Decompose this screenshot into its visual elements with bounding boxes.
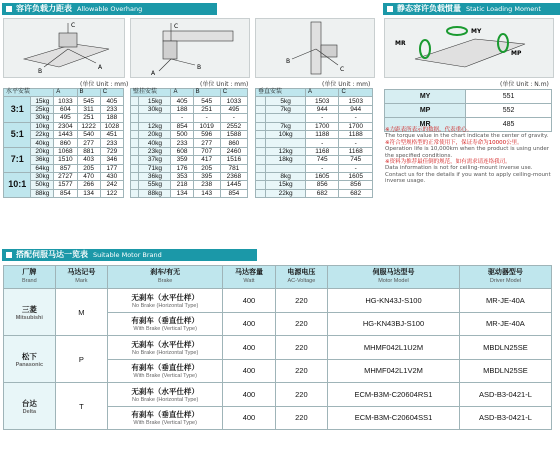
table-row (256, 105, 373, 113)
table-cell: 30kg (31, 172, 54, 180)
table-row (256, 156, 373, 164)
table-header: 伺服马达型号 Motor Model (328, 266, 460, 289)
table-header: A (171, 89, 193, 97)
table-cell: - (339, 114, 373, 122)
table-header: C (220, 89, 247, 97)
table-cell: MHMF042L1V2M (328, 359, 460, 383)
table-header: A (54, 89, 77, 97)
table-cell (256, 181, 266, 189)
table-cell: 1700 (339, 122, 373, 130)
table-cell: 857 (54, 164, 77, 172)
svg-text:B: B (38, 68, 43, 75)
table-row (131, 97, 248, 105)
vertical-diagram (255, 18, 375, 78)
table-cell: 551 (466, 90, 552, 104)
svg-text:MY: MY (471, 28, 482, 35)
table-cell: 1445 (220, 181, 247, 189)
svg-text:MP: MP (511, 50, 522, 57)
table-cell: MBDLN25SE (459, 359, 551, 383)
table-cell: 134 (77, 189, 100, 197)
vertical-table (255, 88, 373, 198)
table-cell: 266 (77, 181, 100, 189)
table-cell: 18kg (266, 156, 306, 164)
table-cell (266, 139, 306, 147)
table-cell: 1577 (54, 181, 77, 189)
table-header: MP (385, 104, 466, 118)
table-cell: 36kg (139, 172, 171, 180)
table-cell (256, 97, 266, 105)
table-cell: 134 (171, 189, 193, 197)
table-cell: 2368 (220, 172, 247, 180)
table-cell: 5kg (266, 97, 306, 105)
table-cell: 1503 (305, 97, 339, 105)
table-cell: 707 (193, 147, 220, 155)
table-cell (256, 114, 266, 122)
table-cell: 233 (171, 139, 193, 147)
table-cell: 781 (220, 164, 247, 172)
table-cell: 36kg (31, 156, 54, 164)
table-cell: 395 (193, 172, 220, 180)
table-cell (266, 114, 306, 122)
table-row (256, 97, 373, 105)
table-cell: 608 (171, 147, 193, 155)
table-cell: 3:1 (4, 97, 31, 122)
table-cell: 20kg (139, 130, 171, 138)
table-row (131, 122, 248, 130)
table-cell: 1605 (305, 172, 339, 180)
table-cell: 55kg (139, 181, 171, 189)
table-cell (131, 105, 139, 113)
table-cell: 400 (223, 289, 275, 313)
table-cell: 1019 (193, 122, 220, 130)
table-cell (131, 130, 139, 138)
table-cell: ECM-B3M-C20604SS1 (328, 406, 460, 430)
table-cell: 1605 (339, 172, 373, 180)
table-cell: 1033 (220, 97, 247, 105)
table-header: 厂牌 Brand (4, 266, 56, 289)
table-cell: 23kg (139, 147, 171, 155)
svg-text:C: C (71, 22, 76, 29)
table-cell: 220 (275, 359, 327, 383)
table-row (256, 181, 373, 189)
table-cell: 238 (193, 181, 220, 189)
svg-text:B: B (286, 58, 291, 65)
table-cell: MHMF042L1U2M (328, 336, 460, 360)
table-cell: 188 (171, 105, 193, 113)
table-cell: 1068 (54, 147, 77, 155)
svg-text:B: B (197, 64, 202, 71)
table-header: MY (385, 90, 466, 104)
table-cell: 495 (220, 105, 247, 113)
table-cell: 1188 (305, 130, 339, 138)
table-cell: MR-JE-40A (459, 289, 551, 313)
table-cell: MBDLN25SE (459, 336, 551, 360)
table-cell: 7kg (266, 122, 306, 130)
table-cell: 64kg (31, 164, 54, 172)
table-cell: 15kg (266, 181, 306, 189)
table-header: 电源电压 AC-Voltage (275, 266, 327, 289)
table-row (4, 172, 124, 180)
table-cell: HG-KN43BJ-S100 (328, 312, 460, 336)
table-cell: 12kg (266, 147, 306, 155)
table-cell: 88kg (31, 189, 54, 197)
table-cell: 2552 (220, 122, 247, 130)
table-cell: 220 (275, 406, 327, 430)
table-cell: 500 (171, 130, 193, 138)
brake-cell: 无刹车（水平仕样） No Brake (Horizontal Type) (108, 336, 223, 360)
table-cell: - (305, 114, 339, 122)
table-cell: 470 (77, 172, 100, 180)
table-cell: 220 (275, 289, 327, 313)
table-cell: 745 (305, 156, 339, 164)
table-header: A (305, 89, 339, 97)
moment-table (384, 89, 552, 132)
table-cell: 860 (220, 139, 247, 147)
brake-cell: 无刹车（水平仕样） No Brake (Horizontal Type) (108, 383, 223, 407)
table-cell: 1188 (339, 130, 373, 138)
table-cell: 2304 (54, 122, 77, 130)
table-row (131, 139, 248, 147)
table-cell (256, 105, 266, 113)
brand-cell: 松下 Panasonic (4, 336, 56, 383)
table-row (131, 130, 248, 138)
table-cell: 405 (100, 97, 123, 105)
table-row (256, 130, 373, 138)
table-cell: 451 (100, 130, 123, 138)
table-cell: 596 (193, 130, 220, 138)
table-cell (256, 189, 266, 197)
table-cell: 10:1 (4, 172, 31, 197)
table-cell: 220 (275, 312, 327, 336)
table-header: B (193, 89, 220, 97)
table-cell (256, 130, 266, 138)
table-cell: MR-JE-40A (459, 312, 551, 336)
table-cell: 277 (193, 139, 220, 147)
table-header: 垂直安装 (256, 89, 306, 97)
table-cell: 856 (305, 181, 339, 189)
table-row (131, 164, 248, 172)
table-cell: ASD-B3-0421-L (459, 383, 551, 407)
table-cell: - (339, 139, 373, 147)
table-cell: 220 (275, 383, 327, 407)
wall-table (130, 88, 248, 198)
table-row (131, 105, 248, 113)
brake-cell: 有刹车（垂直仕样） With Brake (Vertical Type) (108, 359, 223, 383)
overhang-title: 容许负载力距表 Allowable Overhang (2, 3, 217, 15)
table-cell: 545 (77, 97, 100, 105)
table-row (131, 114, 248, 122)
unit-label: (单位 Unit : mm) (322, 81, 371, 88)
table-header: 水平安装 (4, 89, 54, 97)
table-cell (131, 181, 139, 189)
table-cell: 1168 (339, 147, 373, 155)
table-cell: T (55, 383, 107, 430)
table-cell: 400 (223, 359, 275, 383)
table-row (4, 97, 124, 105)
table-cell: 552 (466, 104, 552, 118)
unit-label: (单位 Unit : mm) (200, 81, 249, 88)
table-cell: 40kg (139, 139, 171, 147)
svg-text:MR: MR (395, 40, 406, 47)
table-cell: 22kg (266, 189, 306, 197)
notes: ※力距表所表示的数据，代表重心。 The torque value in the chart indicate the center of gravity. ※符合型规格型的正常使用下，保证寿命为10000公里。 Operation life is 10,000km when the product is using under the specified conditions. ※资料为推荐最佳倒的规范，如有需求请连络我司。 Data information is not for ceiling-mount inverse use. Contact us for the details if you want to apply ceiling-mount inverse usage. (385, 127, 551, 185)
table-cell: 1700 (305, 122, 339, 130)
table-cell: 7kg (266, 105, 306, 113)
table-cell: 122 (100, 189, 123, 197)
table-cell (131, 147, 139, 155)
table-cell: 400 (223, 312, 275, 336)
table-header: MR (385, 118, 466, 132)
table-cell: 485 (466, 118, 552, 132)
table-cell: 405 (171, 97, 193, 105)
table-cell: 30kg (139, 105, 171, 113)
table-cell: 682 (305, 189, 339, 197)
unit-label: (单位 Unit : mm) (80, 81, 129, 88)
motor-table (3, 265, 552, 430)
table-cell: 277 (77, 139, 100, 147)
table-cell (256, 139, 266, 147)
table-cell: 944 (305, 105, 339, 113)
table-cell: 251 (77, 114, 100, 122)
table-cell: 311 (77, 105, 100, 113)
table-cell (256, 156, 266, 164)
table-cell (266, 164, 306, 172)
table-cell: 2727 (54, 172, 77, 180)
brake-cell: 有刹车（垂直仕样） With Brake (Vertical Type) (108, 406, 223, 430)
table-row (4, 122, 124, 130)
table-cell: 540 (77, 130, 100, 138)
table-cell: 856 (339, 181, 373, 189)
table-cell: 1222 (77, 122, 100, 130)
table-cell: 22kg (31, 130, 54, 138)
table-cell: ASD-B3-0421-L (459, 406, 551, 430)
table-cell: 233 (100, 139, 123, 147)
table-cell: 88kg (139, 189, 171, 197)
table-cell: 177 (100, 164, 123, 172)
table-cell: 251 (193, 105, 220, 113)
table-cell: - (305, 164, 339, 172)
table-cell (131, 164, 139, 172)
table-cell: 15kg (139, 97, 171, 105)
table-header: 壁挂安装 (131, 89, 171, 97)
table-cell: 854 (220, 189, 247, 197)
table-cell: 25kg (31, 105, 54, 113)
table-cell: 400 (223, 383, 275, 407)
table-cell: 10kg (266, 130, 306, 138)
table-cell (131, 156, 139, 164)
table-row (4, 289, 552, 313)
svg-text:C: C (174, 23, 179, 30)
table-cell: 2460 (220, 147, 247, 155)
table-row (4, 383, 552, 407)
table-cell: 242 (100, 181, 123, 189)
table-cell: 1033 (54, 97, 77, 105)
brand-cell: 台达 Delta (4, 383, 56, 430)
table-cell: 218 (171, 181, 193, 189)
table-row (256, 139, 373, 147)
table-cell: 359 (171, 156, 193, 164)
table-cell (256, 122, 266, 130)
table-cell (139, 114, 171, 122)
table-cell (131, 172, 139, 180)
table-cell: 400 (223, 336, 275, 360)
table-cell: 10kg (31, 122, 54, 130)
table-cell: 729 (100, 147, 123, 155)
table-row (256, 147, 373, 155)
table-cell: 71kg (139, 164, 171, 172)
table-row (256, 114, 373, 122)
table-row (4, 147, 124, 155)
table-cell: 205 (77, 164, 100, 172)
table-header: 马达容量 Watt (223, 266, 275, 289)
table-cell: - (193, 114, 220, 122)
table-header: B (77, 89, 100, 97)
wall-diagram (130, 18, 250, 78)
table-header: 刹车/有无 Brake (108, 266, 223, 289)
table-cell (256, 164, 266, 172)
table-cell: 403 (77, 156, 100, 164)
table-header: 驱动器型号 Driver Model (459, 266, 551, 289)
table-cell: 682 (339, 189, 373, 197)
table-header-row (131, 89, 248, 97)
table-cell: 604 (54, 105, 77, 113)
table-cell: 1443 (54, 130, 77, 138)
table-header: 马达记号 Mark (55, 266, 107, 289)
table-cell (131, 114, 139, 122)
table-cell: 8kg (266, 172, 306, 180)
table-cell: M (55, 289, 107, 336)
table-cell: 1510 (54, 156, 77, 164)
table-row (256, 172, 373, 180)
table-cell: HG-KN43J-S100 (328, 289, 460, 313)
table-cell: 205 (193, 164, 220, 172)
table-row (256, 189, 373, 197)
table-cell: 854 (171, 122, 193, 130)
table-cell: 881 (77, 147, 100, 155)
table-cell: - (339, 164, 373, 172)
table-cell: 20kg (31, 147, 54, 155)
table-cell: 15kg (31, 97, 54, 105)
motors-title: 搭配伺服马达一览表 Suitable Motor Brand (2, 249, 257, 261)
table-row (256, 164, 373, 172)
table-row (256, 122, 373, 130)
table-cell: 860 (54, 139, 77, 147)
horizontal-table (3, 88, 124, 198)
table-cell: 50kg (31, 181, 54, 189)
table-row (385, 90, 552, 104)
table-cell: 12kg (139, 122, 171, 130)
table-cell: 400 (223, 406, 275, 430)
table-cell: 1588 (220, 130, 247, 138)
unit-label: (单位 Unit : N.m) (500, 81, 549, 88)
table-cell: 176 (171, 164, 193, 172)
table-cell: 745 (339, 156, 373, 164)
brake-cell: 有刹车（垂直仕样） With Brake (Vertical Type) (108, 312, 223, 336)
table-cell: 495 (54, 114, 77, 122)
horizontal-diagram (3, 18, 125, 78)
table-cell: - (171, 114, 193, 122)
svg-text:A: A (98, 64, 103, 71)
table-cell: 346 (100, 156, 123, 164)
table-cell: 430 (100, 172, 123, 180)
table-cell: 545 (193, 97, 220, 105)
table-cell: 5:1 (4, 122, 31, 147)
moment-diagram (384, 18, 554, 78)
svg-text:A: A (151, 70, 156, 77)
table-cell (256, 172, 266, 180)
table-cell (131, 97, 139, 105)
table-cell (131, 139, 139, 147)
table-cell: 1516 (220, 156, 247, 164)
table-cell (131, 122, 139, 130)
table-row (4, 336, 552, 360)
table-cell: - (220, 114, 247, 122)
table-cell: 30kg (31, 114, 54, 122)
table-header-row (4, 89, 124, 97)
brake-cell: 无刹车（水平仕样） No Brake (Horizontal Type) (108, 289, 223, 313)
table-row (385, 104, 552, 118)
table-cell: 220 (275, 336, 327, 360)
table-cell: ECM-B3M-C20604RS1 (328, 383, 460, 407)
table-cell: 1168 (305, 147, 339, 155)
table-row (131, 147, 248, 155)
table-cell: 1503 (339, 97, 373, 105)
table-row (131, 172, 248, 180)
table-cell: 353 (171, 172, 193, 180)
table-cell: - (305, 139, 339, 147)
table-cell: 417 (193, 156, 220, 164)
table-row (131, 189, 248, 197)
table-header: C (100, 89, 123, 97)
table-cell: P (55, 336, 107, 383)
table-cell: 40kg (31, 139, 54, 147)
table-cell (131, 189, 139, 197)
table-cell: 1028 (100, 122, 123, 130)
table-cell: 944 (339, 105, 373, 113)
svg-text:C: C (340, 66, 345, 73)
table-cell: 143 (193, 189, 220, 197)
table-cell: 7:1 (4, 147, 31, 172)
table-cell: 188 (100, 114, 123, 122)
table-cell: 854 (54, 189, 77, 197)
table-row (131, 181, 248, 189)
table-cell: 233 (100, 105, 123, 113)
table-header: C (339, 89, 373, 97)
table-cell (256, 147, 266, 155)
brand-cell: 三菱 Mitsubishi (4, 289, 56, 336)
table-header-row (256, 89, 373, 97)
table-row (131, 156, 248, 164)
table-cell: 37kg (139, 156, 171, 164)
static-title: 静态容许负载惯量 Static Loading Moment (383, 3, 560, 15)
